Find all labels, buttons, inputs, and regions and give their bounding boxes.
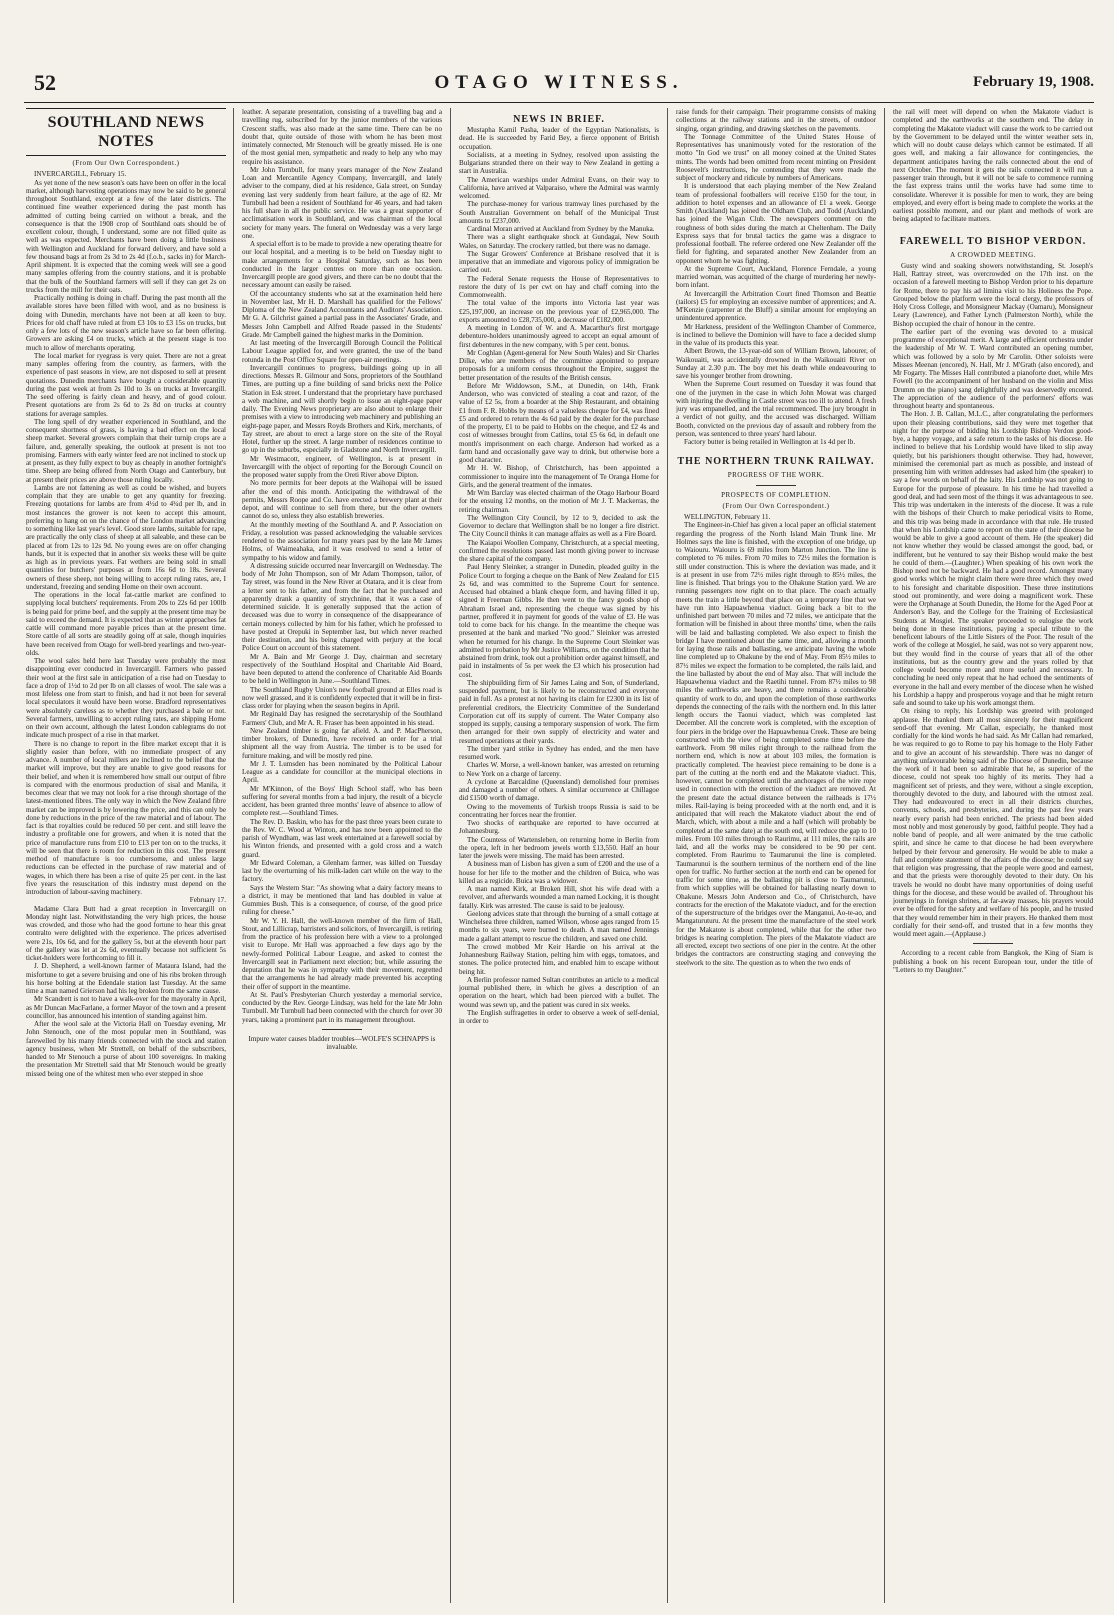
article-paragraph: It is understood that each playing member of the New Zealand team of professional footballers will receive £150 for the tour, in addition to hotel expenses and an allowance of £1 a week. George Smith (Auckland) has joined the Oldham Club, and Todd (Auckland) has joined the Wigan Club. The newspapers comment on the roughness of both sides during the match at Cheltenham. The Daily Express says that for brutal tactics the game was a disgrace to professional football. The referee ordered one New Zealander off the field for fighting, and separated another New Zealander from an opponent whom he was fighting. <box>676 182 876 265</box>
article-paragraph: Albert Brown, the 13-year-old son of William Brown, labourer, of Waikouaiti, was accidentally drowned in the Waikouaiti River on Sunday at 2.30 p.m. The boy met his death while endeavouring to save his younger brother from drowning. <box>676 347 876 380</box>
article-paragraph: The Rev. D. Baskin, who has for the past three years been curate to the Rev. W. C. Wood at Winton, and has now been appointed to the parish of Wyndham, was last week entertained at a farewell social by his Winton friends, and presented with a gold cross and a watch guard. <box>242 817 442 859</box>
article-paragraph: According to a recent cable from Bangkok, the King of Siam is publishing a book on his recent European tour, under the title of "Letters to my Daughter." <box>893 949 1093 974</box>
newspaper-title: OTAGO WITNESS. <box>434 72 684 93</box>
article-paragraph: Paul Henry Sleinker, a stranger in Dunedin, pleaded guilty in the Police Court to forging a cheque on the Bank of New Zealand for £15 2s 6d, and was committed to the Supreme Court for sentence. Accused had obtained a blank cheque form, and having filled it up, signed it Freeman Gibbs. He then went to the fancy goods shop of Abraham Israel and, representing the cheque was signed by his partner, proffered it in payment for goods of the value of £3. He was told to come back for his change. In the meantime the cheque was presented at the bank and marked "No good." Sleinker was arrested when he returned for his change. In the Supreme Court Sleinker was admitted to probation by Mr Justice Williams, on the condition that he abstained from drink, took out a prohibition order against himself, and paid in instalments of 5s per week the £3 which his prosecution had cost. <box>459 563 659 679</box>
issue-date: February 19, 1908. <box>973 74 1094 90</box>
article-paragraph: After the wool sale at the Victoria Hall on Tuesday evening, Mr John Stenouch, one of the most popular men in Southland, was farewelled by his many friends connected with the stock and station agency business, when Mr Strettell, on behalf of the subscribers, handed to Mr Stenouch a purse of about 100 sovereigns. In making the presentation Mr Strettell said that Mr Stenouch would be greatly missed being one of the whitest men who ever stepped in shoe <box>26 1020 226 1078</box>
article-paragraph: There was a slight earthquake shock at Gundagai, New South Wales, on Saturday. The crockery rattled, but there was no damage. <box>459 233 659 250</box>
article-paragraph: Mr Harkness, president of the Wellington Chamber of Commerce, is inclined to believe the Dominion will have to face a decided slump in the value of its products this year. <box>676 322 876 347</box>
article-paragraph: Mr Edward Coleman, a Glenham farmer, was killed on Tuesday last by the overturning of his milk-laden cart while on the way to the factory. <box>242 858 442 884</box>
article-paragraph: Factory butter is being retailed in Wellington at 1s 4d per lb. <box>684 438 856 446</box>
article-paragraph: A man named Kirk, at Broken Hill, shot his wife dead with a revolver, and afterwards wounded a man named Locking, it is thought fatally. Kirk was arrested. The cause is said to be jealousy. <box>459 885 659 910</box>
article-paragraph: The Southland Rugby Union's new football ground at Elles road is now well grassed, and it is confidently expected that it will be in first-class order for playing when the season begins in April. <box>242 685 442 710</box>
article-paragraph: A Berlin professor named Sultan contributes an article to a medical journal published there, in which he gives a description of an operation on the heart, which had been pierced with a bullet. The wound was sewn up, and the patient was cured in six weeks. <box>459 975 659 1009</box>
column-divider <box>884 108 885 1603</box>
article-paragraph: Geelong advices state that through the burning of a small cottage at Winchelsea three children, named Wilson, whose ages ranged from 15 months to six years, were burned to death. A man named Jennings made a gallant attempt to rescue the children, and saved one child. <box>459 909 659 943</box>
article-paragraph: Says the Western Star: "As showing what a dairy factory means to a district, it may be mentioned that land has doubled in value at Gummies Bush. This is a consequence, of course, of the good price ruling for cheese." <box>242 883 442 917</box>
article-paragraph: Before Mr Widdowson, S.M., at Dunedin, on 14th, Frank Anderson, who was convicted of stealing a coat and razor, of the value of £2 5s, from a boarder at the Ship Restaurant, and obtaining £1 from F. R. Hobbs by means of a valueless cheque for £4, was fined £5 and ordered to return the 4s 6d paid by the dealer for the purchase of the property, £1 to be paid to Hobbs on the cheque, and £2 4s and cost of witnesses brought from Catlins, total £5 6s 6d, in default one month's imprisonment on each charge. Anderson had worked as a farm hand and occasionally gave way to drink, but otherwise bore a good character. <box>459 381 659 464</box>
article-paragraph: When the Supreme Court resumed on Tuesday it was found that one of the jurymen in the case in which John Mowat was charged with injuring the dwelling in Castle street was too ill to attend. A fresh jury was empanelled, and the trial recommenced. The jury brought in a verdict of not guilty, and the accused was discharged. William Booth, convicted on the previous day of assault and robbery from the person, was sentenced to three years' hard labour. <box>676 380 876 438</box>
article-paragraph: The Kaiapoi Woollen Company, Christchurch, at a special meeting, confirmed the resolutions passed last month giving power to increase the share capital of the company. <box>459 538 659 563</box>
article-paragraph: A special effort is to be made to provide a new operating theatre for our local hospital, and a meeting is to be held on Tuesday night to make arrangements for a Hospital Saturday, such as has been conducted in the larger centres on more than one occasion. Invercargill people are good givers, and there can be no doubt that the necessary amount can easily be raised. <box>242 240 442 290</box>
article-paragraph: leather. A separate presentation, consisting of a travelling bag and a travelling rug, subscribed for by the junior members of the various Crescent staffs, was also made at the same time. There can be no doubt that, quite outside of those with whom he has been most intimately connected, Mr Stenouch will be greatly missed. He is one of the most genial men, sympathetic and ready to help any who may require his assistance. <box>242 108 442 166</box>
article-paragraph: The Sugar Growers' Conference at Brisbane resolved that it is imperative that an immediate and vigorous policy of immigration be carried out. <box>459 249 659 275</box>
subheading: A CROWDED MEETING. <box>950 250 1036 259</box>
article-paragraph: J. D. Shepherd, a well-known farmer of Mataura Island, had the misfortune to get a severe bruising and one of his ribs broken through his horse bolting at the Edendale station last Tuesday. At the same time a man named Grierson had his leg broken from the same cause. <box>26 962 226 995</box>
article-paragraph: Mustapha Kamil Pasha, leader of the Egyptian Nationalists, is dead. He is succeeded by Farid Bey, a fierce opponent of British occupation. <box>459 126 659 151</box>
article-paragraph: No more permits for beer depots at the Waihopai will be issued after the end of this month. Anticipating the withdrawal of the permits, Messrs Roope and Co. have erected a brewery plant at their depot, and will continue to sell from there, but the other owners cannot do so, unless they also establish breweries. <box>242 479 442 521</box>
article-paragraph: The Hon. J. B. Callan, M.L.C., after congratulating the performers upon their pleasing contributions, said they were met together that night for the purpose of bidding his Lordship Bishop Verdon good-bye, a happy voyage, and a safe return to the tasks of his diocese. He inclined to believe that his Lordship would have liked to slip away quietly, but his parishioners thought otherwise. They had, however, minimised the ceremonial part as much as possible, and instead of presenting him with written addresses had asked him (the speaker) to say a few words on behalf of the laity. His Lordship was not going to Europe for the purpose of pleasure. In his time he had travelled a good deal, and had seen most of the things it was advantageous to see. This trip was undertaken in the interests of the diocese. It was a rule with the bishops of their Church to make periodical visits to Rome, and this trip was being made in accordance with that rule. He trusted that when his Lordship came to report on the state of their diocese he would be able to give a good account of them. He (the speaker) did not know whether they would be classed amongst the good, bad, or indifferent, but he ventured to say their Bishop would make the best he could of them.—(Laughter.) When speaking of his own work the Bishop need not be backward. He had a good record. Amongst many good works which he might claim there were three which they owed to his foresight and charitable disposition. These three institutions stood out prominently, and were doing a magnificent work. These were the Orphanage at South Dunedin, the Home for the Aged Poor at Anderson's Bay, and the College for the Training of Ecclesiastical Students at Mosgiel. The speaker proceeded to eulogise the work being done in these institutions, paying a special tribute to the beneficent labours of the Little Sisters of the Poor. The result of the work of the college at Mosgiel, he said, was not so very apparent now, but they would find in the course of years that all of the other institutions, but as the country grew and the years rolled by that college would become more and more useful and necessary. In concluding he need only repeat that he had echoed the sentiments of everyone in the hall and every member of the diocese when he wished his Lordship a happy and prosperous voyage and that he might return safe and sound to take up his work amongst them. <box>893 410 1093 707</box>
column-divider <box>450 108 451 1603</box>
divider <box>322 1029 362 1030</box>
article-paragraph: Madame Clara Butt had a great reception in Invercargill on Monday night last. Notwithstanding the very high prices, the house was crowded, and those who had the good fortune to hear this great contralto were delighted with the experience. The prices advertised were 21s, 10s 6d, and for the gallery 5s, but at the eleventh hour part of the gallery was let at 2s 6d, eventually because not sufficient 5s ticket-holders were forthcoming to fill it. <box>26 904 226 962</box>
headline-southland-news-notes: SOUTHLAND NEWS NOTES <box>26 108 226 156</box>
article-paragraph: At Invercargill the Arbitration Court fined Thomson and Beattie (tailors) £5 for employing an excessive number of apprentices; and A. M'Kenzie (carpenter at the Bluff) a similar amount for employing an unindentured apprentice. <box>676 289 876 323</box>
column-1 <box>26 108 226 1603</box>
divider <box>756 485 796 486</box>
advertisement: Impure water causes bladder troubles—WOLFE'S SCHNAPPS is invaluable. <box>248 1034 436 1051</box>
article-paragraph: Two shocks of earthquake are reported to have occurred at Johannesburg. <box>459 819 659 836</box>
article-paragraph: The total value of the imports into Victoria last year was £25,197,000, an increase on the previous year of £2,965,000. The exports amounted to £28,735,000, a decrease of £182,000. <box>459 299 659 324</box>
article-paragraph: Mr Coghlan (Agent-general for New South Wales) and Sir Charles Dilke, who are members of the committee appointed to prepare proposals for a uniform census throughout the Empire, suggest the better presentation of the results of the British census. <box>459 348 659 382</box>
article-paragraph: Mr W. Y. H. Hall, the well-known member of the firm of Hall, Stout, and Lillicrap, barristers and solicitors, of Invercargill, is retiring from the practice of his profession here with a view to a prolonged visit to Europe. Mr Hall was approached a few days ago by the newly-formed Political Labour League, and asked to contest the Invercargill seat in Parliament next election; but, while assuring the deputation that he was in sympathy with their movement, regretted that the arrangements he had already made prevented his accepting their offer of support in the meantime. <box>242 916 442 991</box>
article-paragraph: Owing to the movements of Turkish troops Russia is said to be concentrating her forces near the frontier. <box>459 802 659 819</box>
dateline: WELLINGTON, February 11. <box>684 513 771 521</box>
article-paragraph: Mr John Turnbull, for many years manager of the New Zealand Loan and Mercantile Agency Company, Invercargill, and lately adviser to the company, died at his residence, Gala street, on Sunday evening last very suddenly from heart failure, at the age of 82. Mr Turnbull had been a resident of Southland for 46 years, and had taken his full share in all the public service. He was a great supporter of acclimatisation work in Southland, and was chairman of the local society for many years. The funeral on Wednesday was a very large one. <box>242 165 442 240</box>
article-paragraph: New Zealand timber is going far afield. A. and P. MacPherson, timber brokers, of Dunedin, have received an order for a trial shipment all the way from Austria. The timber is to be used for furniture making, and will be mostly red pine. <box>242 726 442 760</box>
article-paragraph: There is no change to report in the fibre market except that it is slightly easier than before, with no immediate prospect of any advance. A number of local millers are inclined to the belief that the market will improve, but they are unable to give good reasons for their belief, and when it is remembered how small our output of fibre is compared with the enormous production of sisal and Manila, it becomes clear that we may not look for a rise through shortage of the latest-mentioned fibres. The only way in which the New Zealand fibre market can be improved is by lowering the price, and this can only be done by reductions in the price of the raw material and of labour. The fact is that royalties could be reduced 50 per cent. and still leave the industry a profitable one for growers, and when it is noted that the price of manufacture runs from £10 to £13 per ton on to the trucks, it will be seen that there is room for reduction in this cost. The present method of manufacture is too cumbersome, and unless large reductions can be effected in the purchase of raw material and of wages, in which there has been a rise of quite 25 per cent. in the last five years the resuscitation of this industry must depend on the introduction of labour-saving machinery. <box>26 739 226 896</box>
divider <box>973 943 1013 944</box>
dateline: INVERCARGILL, February 15. <box>34 170 127 179</box>
column-5 <box>893 108 1093 1603</box>
article-paragraph: The Federal Senate requests the House of Representatives to restore the duty of 1s per cwt on hay and chaff coming into the Commonwealth. <box>459 274 659 299</box>
article-paragraph: Of the accountancy students who sat at the examination held here in November last, Mr H. D. Marshall has qualified for the Fellows' Diploma of the New Zealand Accountants and Auditors' Association. Mr G. A. Gilchrist gained a partial pass in the Associates' Grade, and Messrs John Campbell and Alfred Reade passed in the Students' Grade. Mr Campbell gained the highest marks in the Dominion. <box>242 289 442 339</box>
article-paragraph: The Engineer-in-Chief has given a local paper an official statement regarding the progress of the North Island Main Trunk line. Mr Holmes says the line is finished, with the exception of one bridge, up to Waiouru. Waiouru is 69 miles from Marton Junction. The line is completed to 76 miles. From 70 miles to 72½ miles the formation is still under construction. This is where the deviation was made, and it is at present in use from 72½ miles right through to 85½ miles, the line is finished. That brings you to the Ohakune Station yard. We are running passengers now right on to that place. The coach actually meets the train a little beyond that place on a temporary line that we have run into Hapuawhenua viaduct. Going back a bit to the unfinished part between 70 miles and 72 miles, we anticipate that the formation will be finished in about three months' time, when the rails will be laid and ballasting completed. We also expect to finish the bridge I have mentioned about the same time, and, allowing a month for laying those rails and ballasting, we anticipate having the whole line completed up to Ohakune by the end of May. From 85½ miles to 87½ miles we expect the formation to be completed, the rails laid, and the line ballasted by about the end of May also. That will include the Hapuawhenua viaduct and the Raetihi tunnel. From 87½ miles to 98 miles the earthworks are heavy, and there remains a considerable quantity of work to do, and upon the completion of those earthworks depends the connecting of the rails with the northern end. In this latter length occurs the Taonui viaduct, which was completed last December. All the concrete work is completed, with the exception of four piers in the bridge over the Hapuawhenua Creek. These are being constructed with the view of being completed some time before the earthwork. From 98 miles right through to the railhead from the northern end, which is now at about 103 miles, the formation is practically completed. The heaviest piece remaining to be done is a part of the cutting at the north end and the Makatote viaduct. This, however, cannot be completed until the anchorages of the wire rope used in connection with the erection of the viaduct are removed. At the present date the actual distance between the railheads is 17½ miles. Rail-laying is being proceeded with at the north end, and it is anticipated that will reach the Makatote viaduct about the end of March, which, with about a mile and a half (which will probably be completed at the same date) at the south end, will reduce the gap to 10 miles. From 103 miles through to Raurimu, at 111 miles, the rails are laid, and all the works may be considered to be 90 per cent. completed. From Raurimu to Taumarunui the line is completed. Taumarunui is the southern terminus of the northern end of the line open for traffic. No further section at the north end can be opened for traffic for some time, as the ballasting pit is close to Taumarunui, from which supplies will be obtained for ballasting nearly down to Ohakune. Messrs John Anderson and Co., of Christchurch, have contracts for the erection of the Makatote viaduct, and for the erection of the superstructure of the bridges over the Manganui, Ao-te-ao, and Mangaturuturu. At the present time the manufacture of the steel work for the Makatote is about completed, while that for the other two bridges is nearing completion. The piers of the Makatote viaduct are all erected, except two sections of one pier in the centre. At the other bridges the contractors are constructing staging and conveying the steelwork to the site. The question as to when the two ends of <box>676 521 876 967</box>
article-paragraph: Lambs are not fattening as well as could be wished, and buyers complain that they are unable to get any quantity for freezing. Freezing quotations for lambs are from 4½d to 4¾d per lb, and in most instances the grower is not keen to accept this amount, preferring to hang on on the chance of the London market advancing to something like last year's level. Good store lambs, suitable for rape, are practically the only class of sheep at all saleable, and these can be placed at from 12s to 12s 9d. No young ewes are on offer changing hands, but it is expected that in another six weeks these will be quite as high as in previous years. Fat wethers are being sold in small quantities for butchers' purposes at from 16s 6d to 18s. Several owners of these sheep, not being willing to accept ruling rates, are, I understand, freezing and sending Home on their own account. <box>26 483 226 591</box>
article-paragraph: A distressing suicide occurred near Invercargill on Wednesday. The body of Mr John Thompson, son of Mr Adam Thompson, tailor, of Tay street, was found in the New River at Otatara, and it is clear from a letter sent to his father, and from the fact that he purchased and apparently drank a quantity of strychnine, that it was a case of determined suicide. It is generally supposed that the action of deceased was due to worry in consequence of the disappearance of certain moneys collected by him for his father, which he professed to have posted at Orepuki in September last, but which never reached their destination, and his being charged with perjury at the local Police Court on account of this statement. <box>242 561 442 653</box>
article-paragraph: raise funds for their campaign. Their programme consists of making collections at the railway stations and in the streets, of outdoor singing, organ grinding, and drawing sketches on the pavements. <box>676 108 876 133</box>
article-paragraph: Mr H. W. Bishop, of Christchurch, has been appointed a commissioner to inquire into the management of Te Oranga Home for Girls, and the general treatment of the inmates. <box>459 464 659 489</box>
article-paragraph: Mr Reginald Day has resigned the secretaryship of the Southland Farmers' Club, and Mr A. R. Fraser has been appointed in his stead. <box>242 710 442 727</box>
article-paragraph: The shipbuilding firm of Sir James Laing and Son, of Sunderland, suspended payment, but is likely to be reconstructed and everyone paid in full. As a protest at not having its claim for £2300 in its list of preferential creditors, the Electricity Committee of the Sunderland Corporation cut off its supply of current. The Water Company also stopped its supply, causing a temporary suspension of work. The firm then arranged for their own supply of electricity and water and resumed operations at their yards. <box>459 678 659 745</box>
article-paragraph: The earlier part of the evening was devoted to a musical programme of exceptional merit. A large and efficient orchestra under the leadership of Mr W. T. Ward contributed an opening number, which was followed by a solo by Mr Carolin. Other soloists were Misses Meenan (encored), N. Hall, Mr J. M'Grath (also encored), and Mr Fogarty. The Misses Hall contributed a pianoforte duet, while Mrs Fowell (to the accompaniment of her husband on the violin and Miss Drumm on the piano) sang delightfully and was deservedly encored. The appreciation of the audience of the performers' efforts was throughout hearty and spontaneous. <box>893 327 1093 410</box>
headline-farewell-bishop-verdon: FAREWELL TO BISHOP VERDON. <box>899 235 1087 247</box>
subheading: PROGRESS OF THE WORK. <box>727 471 825 480</box>
masthead <box>24 70 1094 96</box>
byline: (From Our Own Correspondent.) <box>72 159 180 167</box>
byline: (From Our Own Correspondent.) <box>722 501 830 510</box>
column-divider <box>233 108 234 1603</box>
article-paragraph: A business man of Lisbon has given a sum of £200 and the use of a house for her life to the mother and the children of Buica, who was killed as a regicide. Buica was a widower. <box>459 860 659 885</box>
article-paragraph: Mr A. Bain and Mr George J. Day, chairman and secretary respectively of the Southland Hospital and Charitable Aid Board, have been deputed to attend the conference of Charitable Aid Boards to be held in Wellington in June.—Southland Times. <box>242 652 442 686</box>
article-paragraph: the rail will meet will depend on when the Makatote viaduct is completed and the earthworks at the southern end. The delay in completing the Makatote viaduct will cause the work to be carried out by the Government to be delayed until the winter weather sets in, which will no doubt cause delays which cannot be estimated. If all goes well, and making a fair allowance for contingencies, the department anticipates having the rails connected about the end of next October. The moment it gets the rails connected it will run a passenger train through, but it will not be safe to commence running the fast express trains until the works have had some time to consolidate. Wherever it is possible for men to work, they are being employed, and every effort is being made to complete the works at the earliest possible moment, and our plant and methods of work are being adapted to facilitate matters. <box>893 108 1093 224</box>
article-paragraph: At last meeting of the Invercargill Borough Council the Political Labour League applied for, and were granted, the use of the band rotunda in the Post Office Square for open-air meetings. <box>242 339 442 364</box>
article-paragraph: Mr J. T. Lumsden has been nominated by the Political Labour League as a candidate for councillor at the municipal elections in April. <box>242 759 442 785</box>
article-paragraph: Socialists, at a meeting in Sydney, resolved upon assisting the Bulgarians stranded there on their way to New Zealand in getting a start in Australia. <box>459 150 659 176</box>
article-paragraph: As yet none of the new season's oats have been on offer in the local market, although harvesting operations may now be said to be general throughout Southland, except at a few of the later districts. The continued fine weather experienced during the past month has admitted of cutting being carried on without a break, and the consequence is that the 1908 crop of Southland oats should be of excellent colour, though, I understand, some are not filled quite as well as was expected. Merchants have been doing a little business with Wellington and Auckland for forward delivery, and have sold a few thousand bags at from 2s 3d to 2s 4d (f.o.b., sacks in) for March-April shipment. It is expected that the coming week will see a good many samples offering from the country stations, and it is probable that the bulk of the Southland farmers will sell if they can get 2s on trucks from the mill for their oats. <box>26 178 226 294</box>
article-paragraph: Mr M'Kinnon, of the Boys' High School staff, who has been suffering for several months from a bad injury, the result of a bicycle accident, has been granted three months' leave of absence to allow of complete rest.—Southland Times. <box>242 784 442 818</box>
article-paragraph: At the monthly meeting of the Southland A. and P. Association on Friday, a resolution was passed acknowledging the valuable services rendered to the association for many years past by the late Mr James Holms, of Waimeahaka, and it was resolved to send a letter of sympathy to his widow and family. <box>242 520 442 562</box>
article-paragraph: The wool sales held here last Tuesday were probably the most disappointing ever conducted in Invercargill. Farmers who passed their wool at the first sale in anticipation of a rise had on Tuesday to face a drop of 1½d to 2d per lb on all classes of wool. The sale was a most lifeless one from start to finish, and had it not been for several local speculators it would have been worse. Bradford representatives were absolutely careless as to whether they purchased a bale or not. Several farmers, unwilling to accept ruling rates, are shipping Home on their own account, although the latest London cablegrams do not indicate much prospect of a rise in that market. <box>26 657 226 740</box>
headline-northern-trunk-railway: THE NORTHERN TRUNK RAILWAY. <box>677 456 875 468</box>
article-paragraph: Invercargill continues to progress, buildings going up in all directions. Messrs R. Gilmour and Sons, proprietors of the Southland Times, are putting up a fine building of sand bricks next the Police Station in Esk street. I understand that the proprietary have purchased a web machine, and will shortly begin to issue an eight-page paper daily. The Evening News proprietary are also about to enlarge their premises with a view to introducing web machinery and publishing an eight-page paper, and Messrs Royds Brothers and Kirk, merchants, of Tay street, are about to erect a large store on the site of the Royal Hotel, further up the street. A large number of residences continue to go up in the suburbs, especially in Gladstone and North Invercargill. <box>242 363 442 455</box>
article-paragraph: Mr Westmacott, engineer, of Wellington, is at present in Invercargill with the object of reporting for the Borough Council on the proposed water supply from the Oreti River above Dipton. <box>242 454 442 479</box>
subheading: PROSPECTS OF COMPLETION. <box>721 490 831 499</box>
article-paragraph: A cyclone at Barcaldine (Queensland) demolished four premises and damaged a number of others. A similar occurrence at Chillagoe did £1500 worth of damage. <box>459 777 659 803</box>
article-paragraph: On rising to reply, his Lordship was greeted with prolonged applause. He thanked them all most sincerely for their magnificent send-off that evening. Mr Callan, especially, he thanked most cordially for the kind words he had said. As Mr Callan had remarked, he was required to go to Rome to pay his homage to the Holy Father and to give an account of his stewardship. There was no danger of anything unfavourable being said of the Diocese of Dunedin, because the work of it had been so admirable that he, as superior of the diocese, could not speak too highly of its merits. They had a magnificent set of priests, and they were, without a single exception, thoroughly devoted to the duty, and laboured with the utmost zeal. They had endeavoured to erect in all their districts churches, convents, schools, and presbyteries, and during the past few years nearly every parish had been enriched. The priests had been aided most nobly and most generously by good, faithful people. They had a noble band of people, and all were animated by the true catholic spirit, and since he came to that diocese he had been everywhere helped by their fervour and generosity. He would be able to make a full and complete statement of the affairs of the diocese; he could say that religion was progressing, that the people were good and earnest, and that the priests were thoroughly devoted to their duty. On his travels he would no doubt have many opportunities of doing useful things for the diocese, and these would be availed of. Throughout his journeyings in foreign shrines, at far-away masses, his prayers would ever be offered for the safety and welfare of his people, and he trusted that they would remember him in their prayers. He thanked them most cordially for their send-off, and trusted that in a few months they would meet again.—(Applause.) <box>893 707 1093 938</box>
article-paragraph: A meeting in London of W. and A. Macarthur's first mortgage debenture-holders unanimously agreed to accept an equal amount of first debentures in the new company, with 5 per cent. bonus. <box>459 324 659 349</box>
article-paragraph: The English suffragettes in order to observe a week of self-denial, in order to <box>459 1008 659 1025</box>
column-4 <box>676 108 876 1603</box>
article-paragraph: The local market for ryegrass is very quiet. There are not a great many samples offering from the country, as farmers, with the experience of past seasons in view, are not disposed to sell at present quotations. Dunedin merchants have bought a considerable quantity during the past week at from 2s 10d to 3s on trucks at Invercargill. The seed offering is fairly clean and heavy, and of good colour. Present quotations are from 2s 6d to 2s 8d on trucks at country stations for average samples. <box>26 351 226 418</box>
article-paragraph: Mr Wm Barclay was elected chairman of the Otago Harbour Board for the ensuing 12 months, on the motion of Mr J. T. Mackerras, the retiring chairman. <box>459 489 659 514</box>
article-paragraph: The timber yard strike in Sydney has ended, and the men have resumed work. <box>459 744 659 761</box>
article-paragraph: Mr Scandrett is not to have a walk-over for the mayoralty in April, as Mr Duncan MacFarlane, a former Mayor of the town and a present councillor, has announced his intention of standing against him. <box>26 995 226 1020</box>
article-paragraph: The Wellington City Council, by 12 to 9, decided to ask the Governor to declare that Wellington shall be no longer a fire district. The City Council thinks it can manage affairs as well as a Fire Board. <box>459 513 659 539</box>
article-paragraph: Practically nothing is doing in chaff. During the past month all the available stores have been filled with wool, and as no business is doing with Dunedin, merchants have not been at all keen to buy. Prices for old chaff have ruled at from £3 10s to £3 15s on trucks, but only a few lots of the new season's article have so far been offering. Growers are asking £4 on trucks, which at the present stage is too much to allow of merchants operating. <box>26 294 226 352</box>
page-number: 52 <box>34 70 56 95</box>
article-paragraph: The purchase-money for various tramway lines purchased by the South Australian Government on behalf of the Municipal Trust amounts to £237,000. <box>459 200 659 225</box>
article-paragraph: The American warships under Admiral Evans, on their way to California, have arrived at Valparaiso, where the Admiral was warmly welcomed. <box>459 175 659 200</box>
article-paragraph: Charles W. Morse, a well-known banker, was arrested on returning to New York on a charge of larceny. <box>459 761 659 778</box>
article-paragraph: The long spell of dry weather experienced in Southland, and the consequent shortness of grass, is having a bad effect on the local sheep market. Several growers complain that their turnip crops are a failure, and, generally speaking, the outlook at present is not too promising. Farmers with early winter feed are not inclined to stock up at present, as they fully expect to buy as cheaply in another fortnight's time. Sheep are being offered from North Otago and Canterbury, but at present their prices are above those ruling locally. <box>26 417 226 484</box>
article-paragraph: At St. Paul's Presbyterian Church yesterday a memorial service, conducted by the Rev. George Lindsay, was held for the late Mr John Turnbull. Mr Turnbull had been connected with the church for over 30 years, taking a prominent part in its management throughout. <box>242 990 442 1024</box>
article-paragraph: The Countess of Wartensleben, on returning home in Berlin from the opera, left in her bedroom jewels worth £13,550. Half an hour later the jewels were missing. The maid has been arrested. <box>459 835 659 860</box>
masthead-rule <box>24 102 1094 103</box>
article-paragraph: The crowd mobbed Mr Keir Hardie on his arrival at the Johannesburg Railway Station, pelting him with eggs, tomatoes, and stones. The police protected him, and enabled him to escape without being hit. <box>459 942 659 976</box>
dateline: February 17. <box>189 896 226 905</box>
article-paragraph: Gusty wind and soaking showers notwithstanding, St. Joseph's Hall, Rattray street, was overcrowded on the 17th inst. on the occasion of a farewell meeting to Bishop Verdon prior to his departure for Rome, there to pay his ad limina visit to his Holiness the Pope. Grouped below the platform were the local clergy, the professors of Holy Cross College, and Monsigneur Mackay (Oamaru), Monsigneur Leary (Lawrence), and Father Lynch (Palmerston North), while the Bishop occupied the chair of honour in the centre. <box>893 261 1093 328</box>
article-paragraph: The operations in the local fat-cattle market are confined to supplying local butchers' requirements. From 20s to 22s 6d per 100lb is being paid for prime beef, and the supply at the present time may be said to exceed the demand. It is expected that as winter approaches fat cattle will command more payable prices than at the present time. Store cattle of all sorts are steadily going off at sale, though inquiries have been received from Otago for well-bred yearlings and two-year-olds. <box>26 591 226 657</box>
column-3 <box>459 108 659 1603</box>
article-paragraph: The Tonnage Committee of the United States House of Representatives has unanimously voted for the restoration of the motto "In God we trust" on all money coined at the United States mints. The words had been omitted from recent minting on President Roosevelt's instructions, he contending that they were made the subject of mockery and ridicule by numbers of Americans. <box>676 132 876 182</box>
column-2 <box>242 108 442 1603</box>
headline-news-in-brief: NEWS IN BRIEF. <box>513 114 605 125</box>
article-paragraph: Cardinal Moran arrived at Auckland from Sydney by the Manuka. <box>467 225 655 233</box>
article-paragraph: At the Supreme Court, Auckland, Florence Ferndale, a young married woman, was acquitted of the charge of murdering her newly-born infant. <box>676 264 876 290</box>
column-divider <box>667 108 668 1603</box>
